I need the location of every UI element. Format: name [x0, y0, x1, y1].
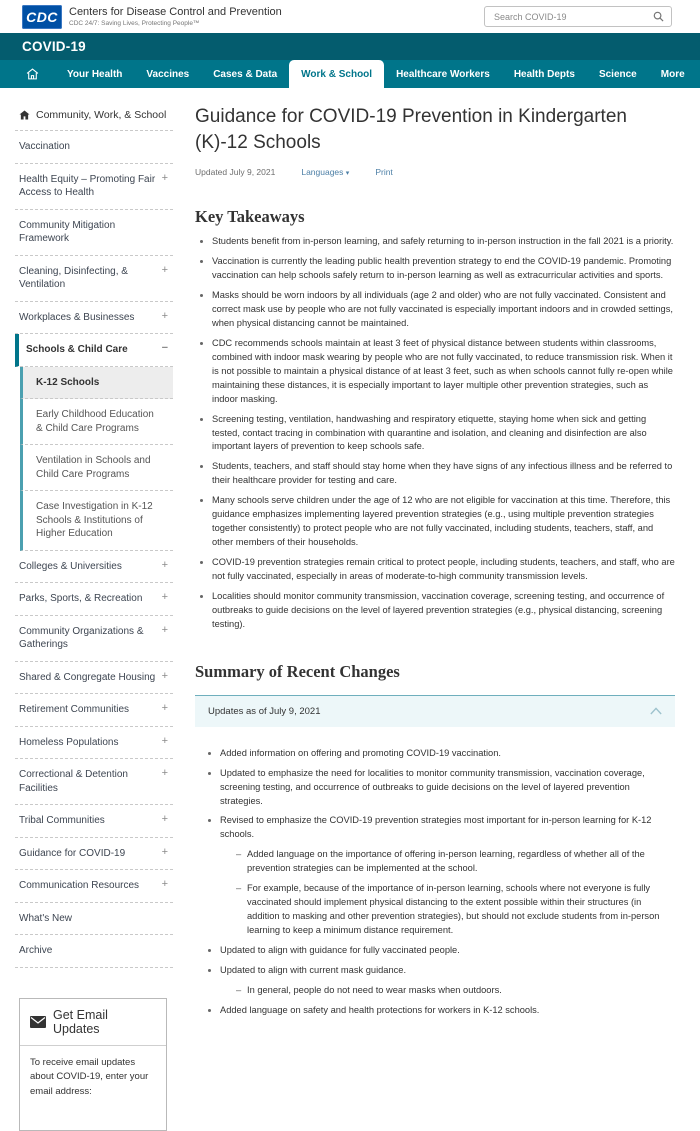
sidebar-root-label: Community, Work, & School [36, 109, 167, 121]
sidebar-item[interactable] [15, 616, 173, 662]
sidebar-item[interactable] [15, 583, 173, 616]
sidebar-item[interactable] [15, 302, 173, 335]
nav-item-label: Healthcare Workers [396, 68, 490, 80]
sidebar-item-label: Colleges & Universities [19, 560, 122, 572]
sidebar-item[interactable] [15, 727, 173, 760]
sidebar-item-label: Retirement Communities [19, 704, 130, 715]
sidebar-item-label: Communication Resources [19, 880, 140, 891]
sidebar-item-label: Correctional & Detention Facilities [19, 769, 128, 794]
sidebar-item-label: Vaccination [19, 141, 70, 152]
update-item [220, 944, 675, 958]
update-item [247, 848, 675, 876]
key-takeaways-heading: Key Takeaways [195, 207, 305, 227]
sidebar-item[interactable] [15, 164, 173, 210]
update-text: Updated to align with guidance for fully vaccinated people. [220, 944, 460, 955]
sidebar-item[interactable] [15, 805, 173, 838]
sidebar-item-label: Community Mitigation Framework [19, 219, 116, 244]
nav-item-label: More [660, 68, 685, 80]
nav-item[interactable] [55, 60, 134, 88]
sidebar-item[interactable] [15, 334, 173, 367]
sidebar-item-label: Archive [19, 945, 53, 956]
updates-list [203, 747, 675, 1018]
sidebar-item[interactable] [15, 131, 173, 164]
nav-item-label: Science [598, 68, 637, 80]
key-takeaway-text: Students benefit from in-person learning, and safely returning to in-person instruction in the fall 2021 is a priority. [212, 236, 674, 247]
home-icon [26, 68, 39, 80]
sidebar-list [15, 131, 173, 968]
sidebar-item-label: Community Organizations & Gatherings [19, 625, 144, 650]
sidebar-item[interactable] [15, 759, 173, 805]
nav-item[interactable] [384, 60, 502, 88]
chevron-up-icon[interactable] [650, 707, 662, 715]
page-title: Guidance for COVID-19 Prevention in Kindergarten (K)-12 Schools [195, 106, 627, 153]
sidebar-item[interactable] [20, 445, 173, 491]
sidebar-item[interactable] [15, 551, 173, 584]
sidebar-item-label: Case Investigation in K-12 Schools & Institutions of Higher Education [36, 501, 153, 539]
search-box [484, 6, 672, 27]
org-tagline: CDC 24/7: Saving Lives, Protecting People™ [69, 20, 200, 28]
sidebar-item[interactable] [15, 838, 173, 871]
expand-toggle-icon[interactable]: + [161, 845, 168, 858]
sidebar-item-label: Cleaning, Disinfecting, & Ventilation [19, 265, 128, 290]
site-nav [0, 60, 700, 88]
sidebar-item[interactable] [15, 694, 173, 727]
sidebar-item[interactable] [15, 256, 173, 302]
search-input[interactable] [492, 11, 653, 23]
sidebar-item[interactable] [15, 662, 173, 695]
key-takeaway-text: CDC recommends schools maintain at least 3 feet of physical distance between students within classrooms, combined with indoor mask wearing by people who are not fully vaccinated, to reduce transmission risk. When it is not possible to maintain a physical distance of at least 3 feet, such as when schools cannot fully re-open while maintaining these distances, it is especially important to layer multiple other prevention strategies, such as indoor masking. [212, 337, 673, 404]
sidebar-item[interactable] [15, 870, 173, 903]
expand-toggle-icon[interactable]: + [161, 623, 168, 636]
sidebar-item-label: Workplaces & Businesses [19, 311, 135, 323]
key-takeaway-text: Students, teachers, and staff should stay home when they have signs of any infectious illness and be referred to their healthcare provider for testing and care. [212, 461, 673, 486]
nav-item-label: Vaccines [146, 68, 190, 80]
key-takeaway-item [212, 413, 675, 455]
main-content [173, 100, 675, 1131]
sidebar-item[interactable] [20, 399, 173, 445]
expand-toggle-icon[interactable]: + [161, 813, 168, 825]
key-takeaway-text: Masks should be worn indoors by all individuals (age 2 and older) who are not fully vaccinated. Consistent and correct mask use by people who are not fully vaccinated is especially important indoors and in crowded settings, when physical distancing cannot be maintained. [212, 290, 673, 328]
update-text: Revised to emphasize the COVID-19 prevention strategies most important for in-person learning for K-12 schools. [220, 815, 652, 840]
expand-toggle-icon[interactable]: + [161, 309, 168, 322]
expand-toggle-icon[interactable]: + [161, 171, 168, 184]
key-takeaway-item [212, 494, 675, 550]
nav-item-label: Cases & Data [213, 68, 278, 80]
key-takeaway-item [212, 337, 675, 407]
sidebar-item-label: Early Childhood Education & Child Care Programs [36, 409, 154, 434]
update-text: Updated to align with current mask guidance. [220, 964, 407, 975]
key-takeaway-item [212, 235, 675, 249]
search-icon[interactable] [653, 11, 664, 22]
key-takeaway-text: Vaccination is currently the leading public health prevention strategy to end the COVID-19 pandemic. Promoting vaccination can help schools safely return to in-person learning as well as extracurricular activities and sports. [212, 256, 672, 281]
update-item [247, 984, 675, 998]
key-takeaway-item [212, 255, 675, 283]
sidebar-root-link[interactable] [15, 100, 173, 131]
languages-dropdown[interactable] [301, 167, 349, 177]
key-takeaway-text: Localities should monitor community transmission, vaccination coverage, screening testing, and occurrence of outbreaks to guide decisions on the level of layered prevention strategies (e.g., physical distancing, screening testing). [212, 590, 665, 629]
updated-date: Updated July 9, 2021 [195, 167, 276, 178]
org-name: Centers for Disease Control and Prevention [69, 5, 282, 18]
chevron-down-icon: ▾ [345, 170, 350, 178]
content-area [0, 88, 700, 1131]
sidebar-item-label: Parks, Sports, & Recreation [19, 593, 143, 604]
sidebar-item[interactable] [15, 210, 173, 256]
email-updates-text: To receive email updates about COVID-19, enter your email address: [30, 1056, 149, 1097]
expand-toggle-icon[interactable]: + [161, 669, 168, 682]
nav-item[interactable] [502, 60, 587, 88]
page-meta [195, 167, 675, 177]
nav-item[interactable] [649, 60, 697, 88]
key-takeaway-text: COVID-19 prevention strategies remain critical to protect people, including students, teachers, and staff, who are not fully vaccinated, especially in areas of moderate-to-high community transmission levels. [212, 557, 675, 581]
nav-item[interactable] [587, 60, 649, 88]
sidebar-item-label: Guidance for COVID-19 [19, 847, 126, 859]
site-header [0, 0, 700, 33]
key-takeaway-item [212, 590, 675, 632]
update-item [220, 814, 675, 842]
key-takeaway-item [212, 556, 675, 584]
update-text: For example, because of the importance of in-person learning, schools where not everyone is fully vaccinated should implement physical distancing to the extent possible within their structures (in addition to masking and other prevention strategies), but should not exclude students from in-person learning to keep a minimum distance requirement. [247, 883, 660, 936]
expand-toggle-icon[interactable]: + [161, 591, 168, 603]
cdc-logo-link[interactable] [22, 5, 282, 29]
nav-home-button[interactable] [10, 60, 55, 88]
update-text: Added language on the importance of offering in-person learning, regardless of whether all of the prevention strategies can be implemented at the school. [247, 849, 645, 874]
nav-item-label: Your Health [67, 68, 123, 80]
sidebar-item-label: Schools & Child Care [26, 344, 128, 355]
update-item [220, 767, 675, 809]
update-text: In general, people do not need to wear masks when outdoors. [247, 984, 502, 995]
updates-accordion-title: Updates as of July 9, 2021 [208, 705, 321, 717]
expand-toggle-icon[interactable]: + [161, 878, 168, 890]
sidebar-item-label: K-12 Schools [36, 376, 100, 388]
cdc-logo: CDC [22, 5, 62, 29]
expand-toggle-icon[interactable]: + [161, 734, 168, 747]
sidebar-item[interactable] [15, 903, 173, 936]
print-button[interactable]: Print [375, 167, 393, 178]
expand-toggle-icon[interactable]: + [161, 558, 168, 571]
update-text: Added language on safety and health protections for workers in K-12 schools. [220, 1004, 540, 1015]
sidebar-item[interactable] [20, 491, 173, 551]
email-updates-box [19, 998, 167, 1131]
sidebar-item-label: Shared & Congregate Housing [19, 671, 156, 683]
nav-items [55, 60, 697, 88]
update-item [220, 747, 675, 761]
covid-banner-title[interactable]: COVID-19 [22, 39, 86, 54]
key-takeaway-item [212, 460, 675, 488]
update-text: Added information on offering and promoting COVID-19 vaccination. [220, 747, 501, 758]
org-text [69, 6, 282, 27]
sidebar-item-label: Tribal Communities [19, 815, 105, 826]
nav-item[interactable] [289, 60, 384, 88]
update-item [220, 1004, 675, 1018]
covid-banner [0, 33, 700, 60]
email-updates-title: Get Email Updates [53, 1007, 108, 1036]
sidebar-item-label: Homeless Populations [19, 736, 119, 748]
envelope-icon [30, 1016, 46, 1028]
nav-item[interactable] [134, 60, 201, 88]
key-takeaway-item [212, 289, 675, 331]
updates-accordion-body [195, 727, 675, 1018]
sidebar-item[interactable] [15, 935, 173, 968]
nav-item-label: Health Depts [513, 68, 575, 80]
key-takeaway-text: Screening testing, ventilation, handwashing and respiratory etiquette, staying home when sick and getting tested, contact tracing in combination with quarantine and isolation, and cleaning and disinfection are also important layers of prevention to keep schools safe. [212, 413, 647, 452]
nav-item-label: Work & School [301, 68, 373, 80]
key-takeaways-list [195, 235, 675, 631]
home-icon [19, 110, 30, 120]
update-item [220, 964, 675, 978]
expand-toggle-icon[interactable]: + [161, 702, 168, 714]
key-takeaway-text: Many schools serve children under the age of 12 who are not eligible for vaccination at this time. Therefore, this guidance emphasizes implementing layered prevention strategies (e.g., using multiple prevention strategies together consistently) to protect people who are not fully vaccinated, including students, teachers, staff, and other members of their households. [212, 495, 671, 548]
update-item [247, 882, 675, 938]
expand-toggle-icon[interactable]: + [161, 767, 168, 779]
expand-toggle-icon[interactable]: − [161, 342, 168, 354]
sidebar-item-label: Ventilation in Schools and Child Care Programs [36, 455, 151, 480]
sidebar-item-label: Health Equity – Promoting Fair Access to Health [19, 173, 156, 198]
sidebar-item-label: What's New [19, 912, 73, 924]
update-text: Updated to emphasize the need for localities to monitor community transmission, vaccination coverage, screening testing, and occurrence of outbreaks to guide decisions on the level of layered prevention strategies. [220, 767, 645, 806]
nav-item[interactable] [201, 60, 289, 88]
sidebar-item[interactable] [20, 367, 173, 400]
languages-label: Languages [301, 167, 344, 178]
updates-accordion-header[interactable] [195, 696, 675, 727]
left-sidebar [15, 100, 173, 1131]
summary-heading: Summary of Recent Changes [195, 662, 675, 696]
email-updates-button[interactable] [20, 999, 166, 1046]
expand-toggle-icon[interactable]: + [161, 263, 168, 276]
